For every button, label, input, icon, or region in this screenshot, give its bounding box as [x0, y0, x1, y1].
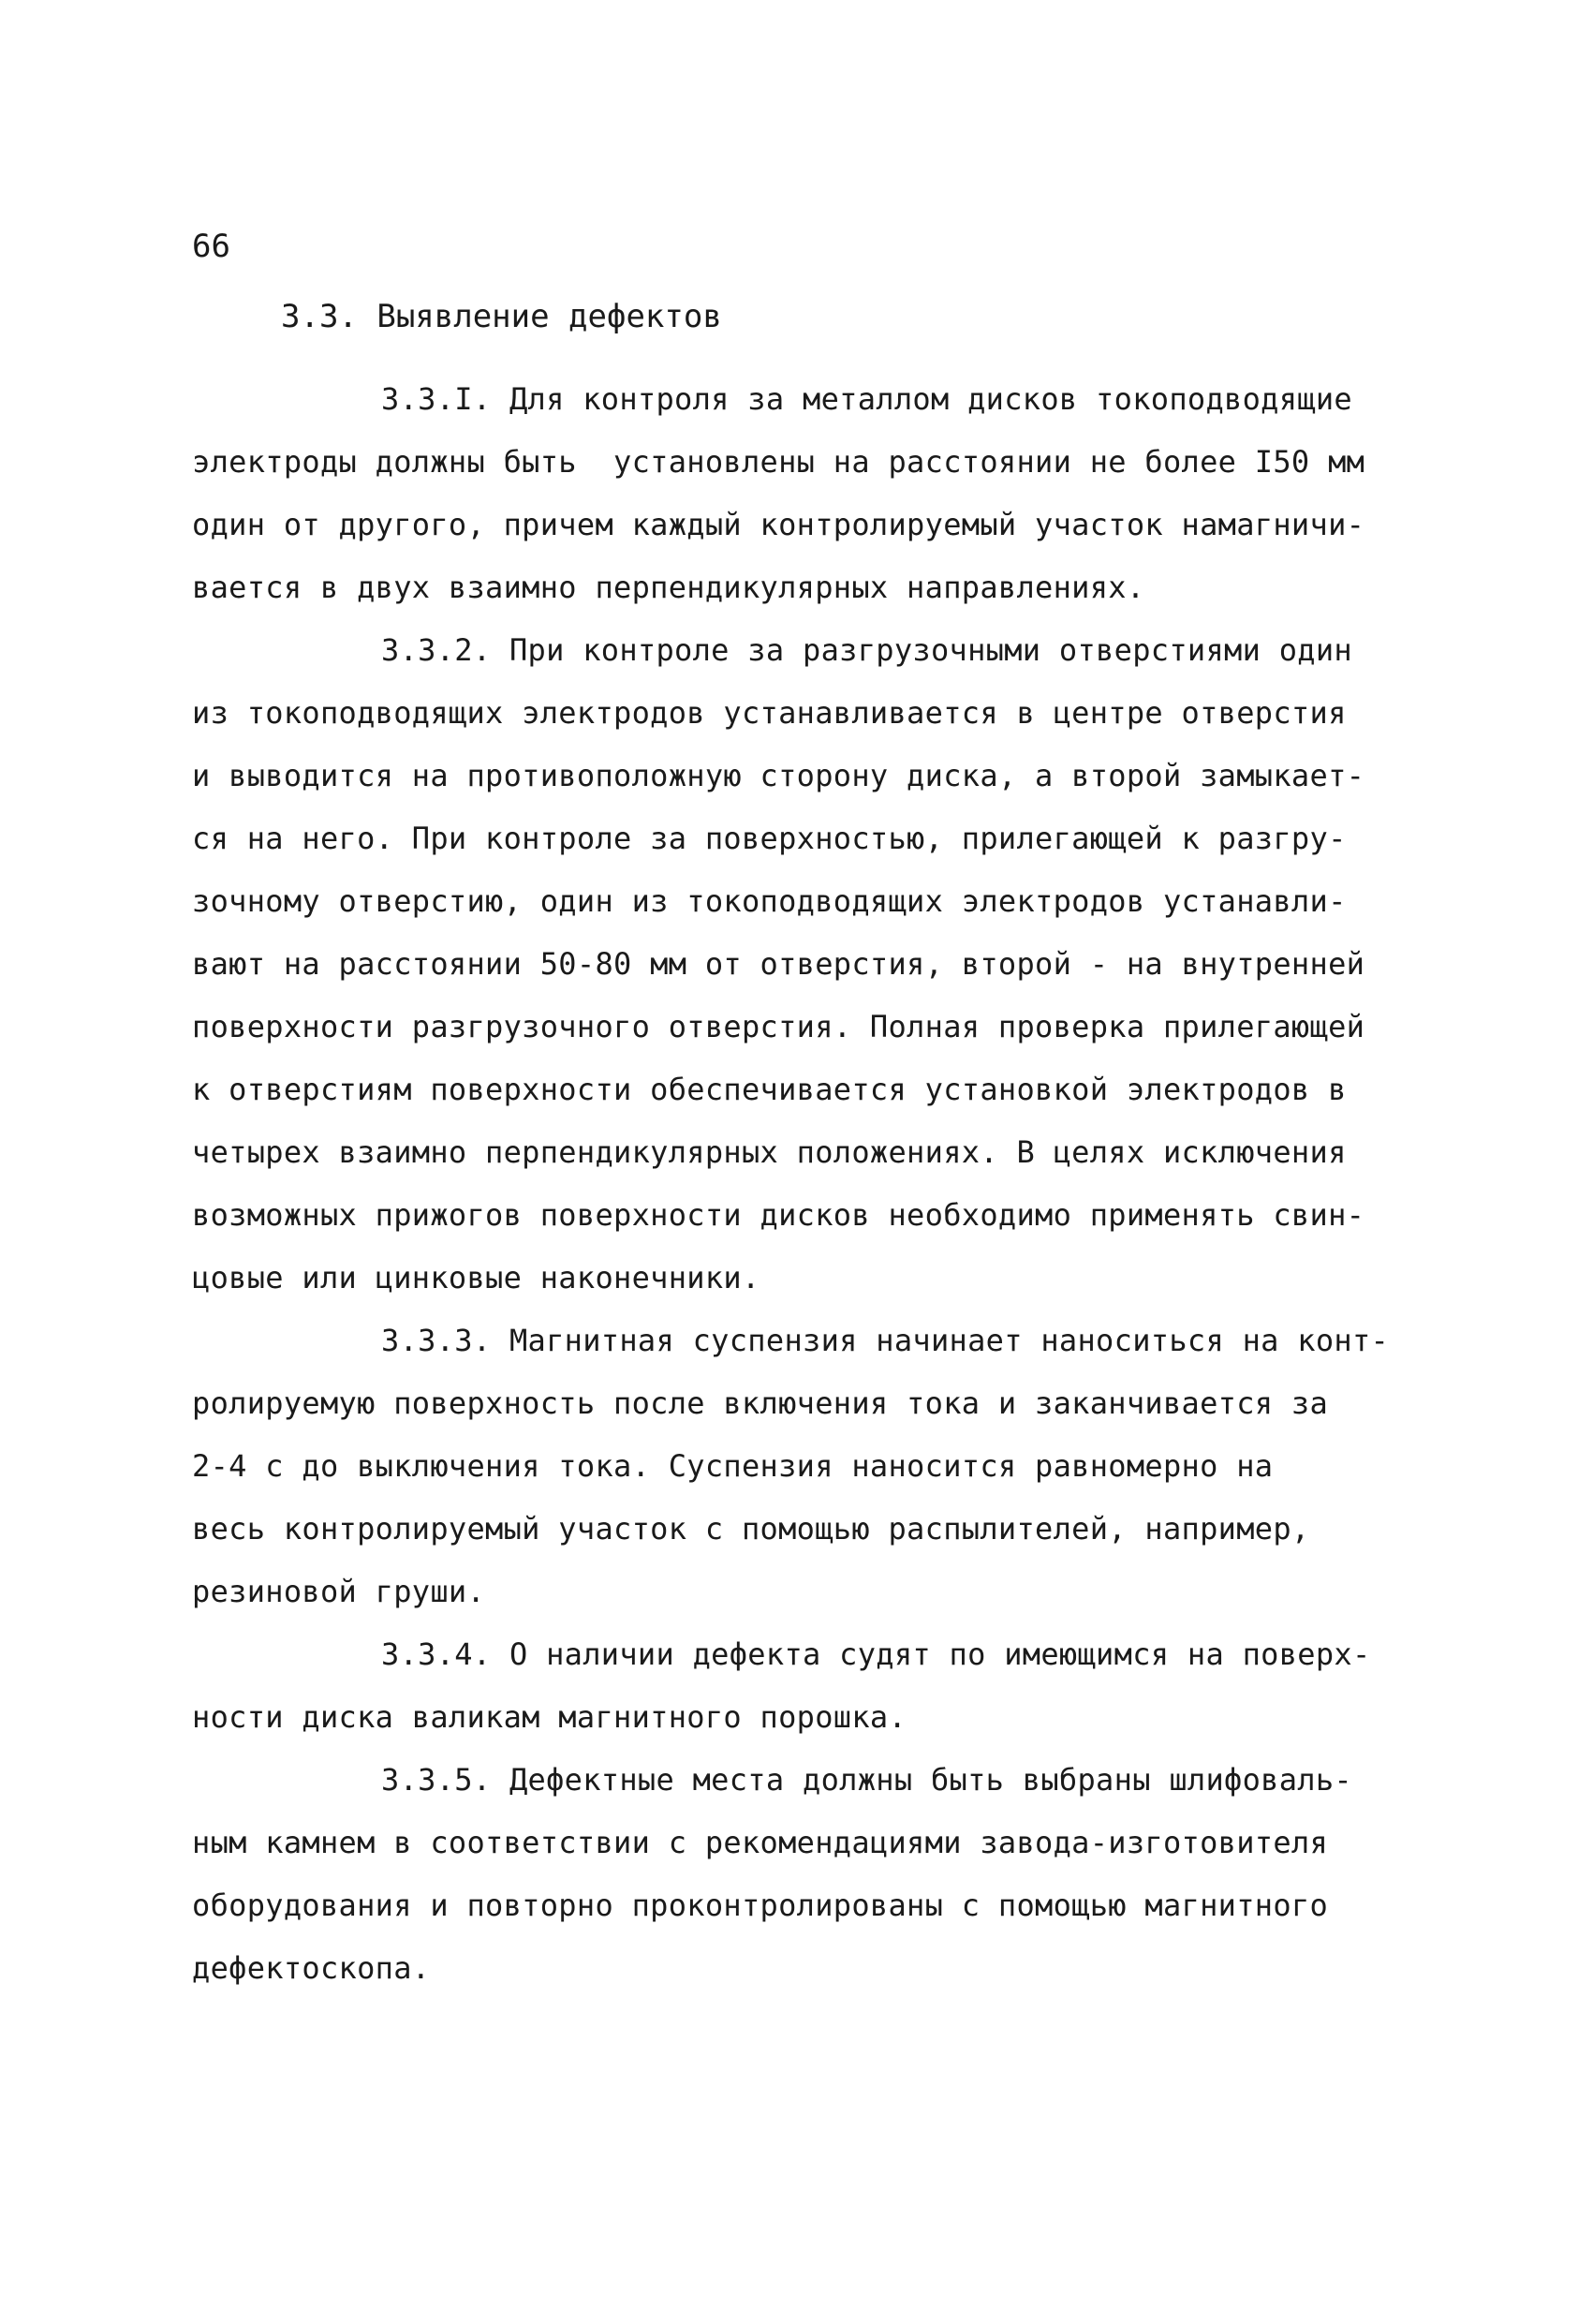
text-line: четырех взаимно перпендикулярных положениях. В целях исключения: [192, 1134, 1347, 1170]
text-line: и выводится на противоположную сторону диска, а второй замыкает-: [192, 758, 1365, 793]
text-line: ролируемую поверхность после включения тока и заканчивается за: [192, 1385, 1329, 1421]
paragraph-first-line: 3.3.I. Для контроля за металлом дисков токоподводящие: [381, 381, 1352, 417]
text-line: к отверстиям поверхности обеспечивается установкой электродов в: [192, 1072, 1347, 1107]
text-line: вается в двух взаимно перпендикулярных направлениях.: [192, 570, 1145, 605]
paragraph-first-line: 3.3.5. Дефектные места должны быть выбраны шлифоваль-: [381, 1762, 1352, 1798]
text-line: оборудования и повторно проконтролированы с помощью магнитного: [192, 1887, 1329, 1923]
text-line: поверхности разгрузочного отверстия. Полная проверка прилегающей: [192, 1009, 1365, 1044]
text-line: резиновой груши.: [192, 1574, 486, 1609]
paragraph-first-line: 3.3.3. Магнитная суспензия начинает наноситься на конт-: [381, 1323, 1390, 1358]
text-line: один от другого, причем каждый контролируемый участок намагничи-: [192, 507, 1365, 542]
text-line: ным камнем в соответствии с рекомендациями завода-изготовителя: [192, 1825, 1329, 1860]
text-line: зочному отверстию, один из токоподводящих электродов устанавли-: [192, 883, 1347, 919]
text-line: возможных прижогов поверхности дисков необходимо применять свин-: [192, 1197, 1365, 1233]
text-line: весь контролируемый участок с помощью распылителей, например,: [192, 1511, 1310, 1547]
text-line: дефектоскопа.: [192, 1950, 431, 1986]
section-title: 3.3. Выявление дефектов: [281, 298, 722, 335]
text-line: цовые или цинковые наконечники.: [192, 1260, 760, 1295]
paragraph-first-line: 3.3.4. О наличии дефекта судят по имеющимся на поверх-: [381, 1636, 1371, 1672]
text-line: 2-4 с до выключения тока. Суспензия наносится равномерно на: [192, 1448, 1274, 1484]
body-text: [192, 368, 1438, 2000]
text-line: ности диска валикам магнитного порошка.: [192, 1699, 907, 1735]
text-line: ся на него. При контроле за поверхностью, прилегающей к разгру-: [192, 821, 1347, 856]
text-line: вают на расстоянии 50-80 мм от отверстия, второй - на внутренней: [192, 946, 1365, 982]
text-line: из токоподводящих электродов устанавливается в центре отверстия: [192, 695, 1347, 731]
paragraph-first-line: 3.3.2. При контроле за разгрузочными отверстиями один: [381, 632, 1352, 668]
page-number: 66: [192, 228, 230, 265]
text-line: электроды должны быть установлены на расстоянии не более I50 мм: [192, 444, 1365, 480]
